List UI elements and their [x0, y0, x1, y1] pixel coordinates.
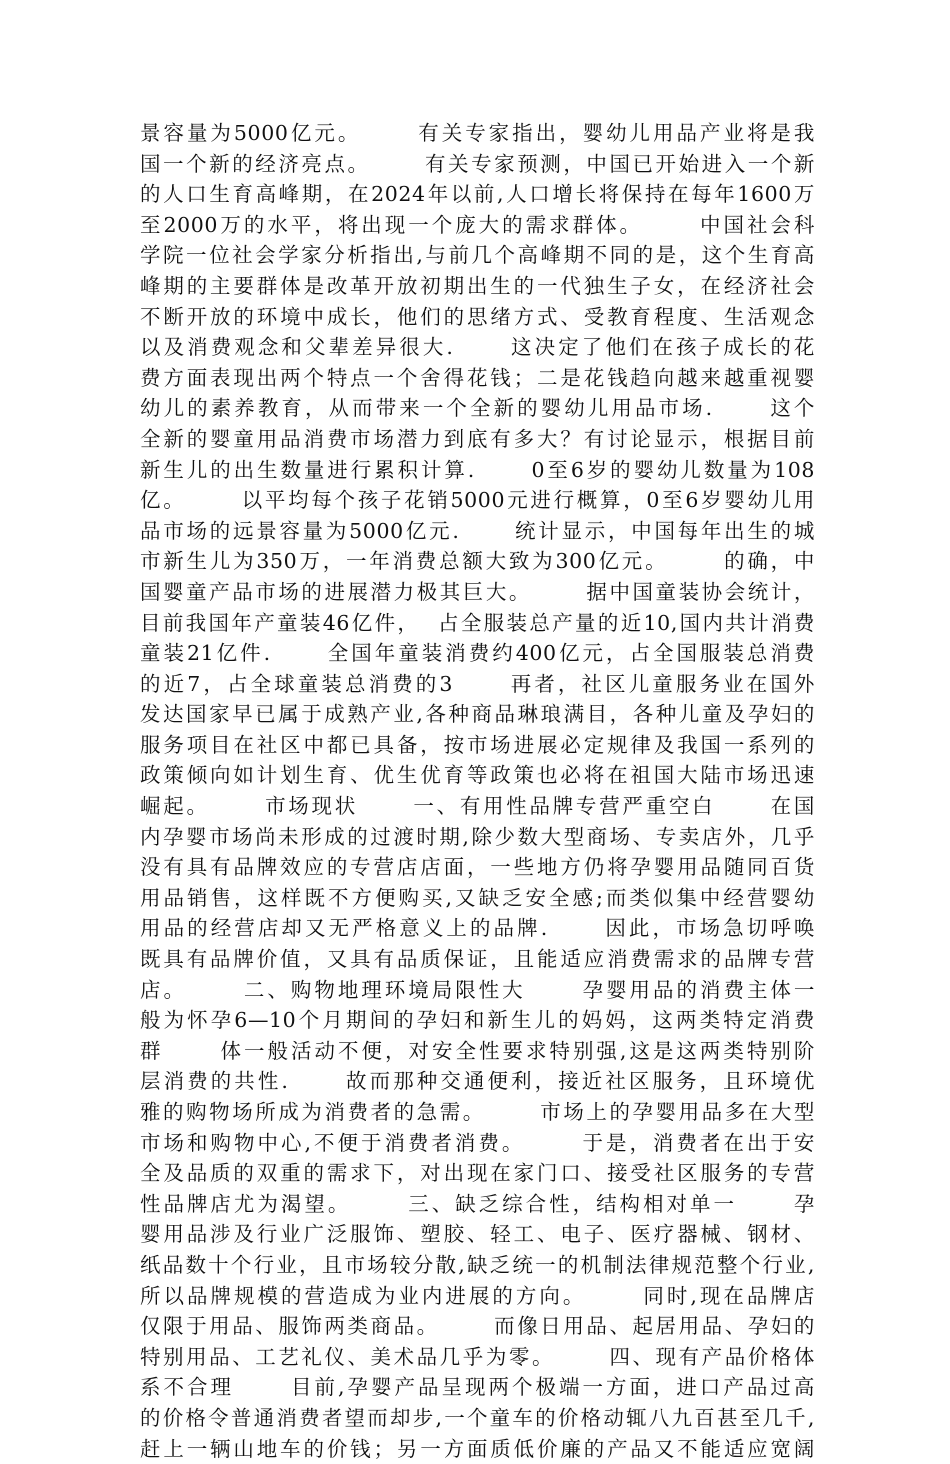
text-line: 崛起。 市场现状 一、有用性品牌专营严重空白 在国: [140, 794, 815, 819]
text-line: 赶上一辆山地车的价钱；另一方面质低价廉的产品又不能适应宽阔: [140, 1436, 815, 1461]
text-line: 市场和购物中心,不便于消费者消费。 于是，消费者在出于安: [140, 1130, 815, 1155]
text-line: 内孕婴市场尚未形成的过渡时期,除少数大型商场、专卖店外，几乎: [140, 824, 815, 849]
text-line: 全及品质的双重的需求下，对出现在家门口、接受社区服务的专营: [140, 1161, 815, 1186]
text-line: 雅的购物场所成为消费者的急需。 市场上的孕婴用品多在大型: [140, 1100, 815, 1124]
text-line: 目前我国年产童装46亿件， 占全服装总产量的近10,国内共计消费: [140, 610, 815, 635]
text-line: 店。 二、购物地理环境局限性大 孕婴用品的消费主体一: [140, 977, 815, 1002]
text-line: 群 体一般活动不便，对安全性要求特别强,这是这两类特别阶: [140, 1038, 815, 1063]
text-line: 发达国家早已属于成熟产业,各种商品琳琅满目，各种儿童及孕妇的: [140, 702, 815, 727]
body-text: [140, 118, 815, 1464]
text-line: 系不合理 目前,孕婴产品呈现两个极端一方面，进口产品过高: [140, 1375, 815, 1400]
text-line: 市新生儿为350万，一年消费总额大致为300亿元。 的确，中: [140, 549, 815, 574]
text-line: 仅限于用品、服饰两类商品。 而像日用品、起居用品、孕妇的: [140, 1314, 815, 1339]
text-line: 既具有品牌价值，又具有品质保证，且能适应消费需求的品牌专营: [140, 947, 815, 972]
text-line: 性品牌店尤为渴望。 三、缺乏综合性，结构相对单一 孕: [140, 1191, 815, 1216]
text-line: 新生儿的出生数量进行累积计算. 0至6岁的婴幼儿数量为108: [140, 457, 815, 482]
text-line: 国一个新的经济亮点。 有关专家预测，中国已开始进入一个新: [140, 151, 815, 176]
text-line: 纸品数十个行业，且市场较分散,缺乏统一的机制法律规范整个行业,: [140, 1252, 815, 1277]
text-line: 没有具有品牌效应的专营店店面，一些地方仍将孕婴用品随同百货: [140, 855, 815, 880]
text-line: 用品销售，这样既不方便购买,又缺乏安全感;而类似集中经营婴幼: [140, 885, 815, 910]
text-line: 品市场的远景容量为5000亿元. 统计显示，中国每年出生的城: [140, 518, 815, 543]
text-line: 般为怀孕6—10个月期间的孕妇和新生儿的妈妈，这两类特定消费: [140, 1008, 815, 1033]
text-line: 层消费的共性. 故而那种交通便利，接近社区服务，且环境优: [140, 1069, 815, 1094]
text-line: 政策倾向如计划生育、优生优育等政策也必将在祖国大陆市场迅速: [140, 763, 815, 788]
text-line: 不断开放的环境中成长，他们的思绪方式、受教育程度、生活观念: [140, 304, 815, 329]
text-line: 幼儿的素养教育，从而带来一个全新的婴幼儿用品市场. 这个: [140, 396, 815, 421]
text-line: 特别用品、工艺礼仪、美术品几乎为零。 四、现有产品价格体: [140, 1344, 815, 1369]
text-line: 国婴童产品市场的进展潜力极其巨大。 据中国童装协会统计，: [140, 579, 815, 604]
text-line: 峰期的主要群体是改革开放初期出生的一代独生子女，在经济社会: [140, 273, 815, 298]
text-line: 学院一位社会学家分析指出,与前几个高峰期不同的是，这个生育高: [140, 243, 815, 268]
text-line: 服务项目在社区中都已具备，按市场进展必定规律及我国一系列的: [140, 732, 815, 757]
text-line: 的人口生育高峰期，在2024年以前,人口增长将保持在每年1600万: [140, 182, 815, 207]
text-line: 以及消费观念和父辈差异很大. 这决定了他们在孩子成长的花: [140, 335, 815, 360]
text-line: 用品的经营店却又无严格意义上的品牌. 因此，市场急切呼唤: [140, 916, 815, 941]
text-line: 费方面表现出两个特点一个舍得花钱；二是花钱趋向越来越重视婴: [140, 365, 815, 390]
text-line: 童装21亿件. 全国年童装消费约400亿元，占全国服装总消费: [140, 641, 815, 666]
text-line: 至2000万的水平，将出现一个庞大的需求群体。 中国社会科: [140, 212, 815, 237]
text-line: 景容量为5000亿元。 有关专家指出，婴幼儿用品产业将是我: [140, 121, 815, 145]
text-line: 所以品牌规模的营造成为业内进展的方向。 同时,现在品牌店: [140, 1283, 815, 1308]
text-line: 亿。 以平均每个孩子花销5000元进行概算，0至6岁婴幼儿用: [140, 488, 815, 513]
text-line: 全新的婴童用品消费市场潜力到底有多大？有讨论显示，根据目前: [140, 426, 815, 451]
text-line: 的价格令普通消费者望而却步,一个童车的价格动辄八九百甚至几千,: [140, 1405, 815, 1430]
text-line: 婴用品涉及行业广泛服饰、塑胶、轻工、电子、医疗器械、钢材、: [140, 1222, 815, 1247]
text-line: 的近7，占全球童装总消费的3 再者，社区儿童服务业在国外: [140, 671, 815, 696]
